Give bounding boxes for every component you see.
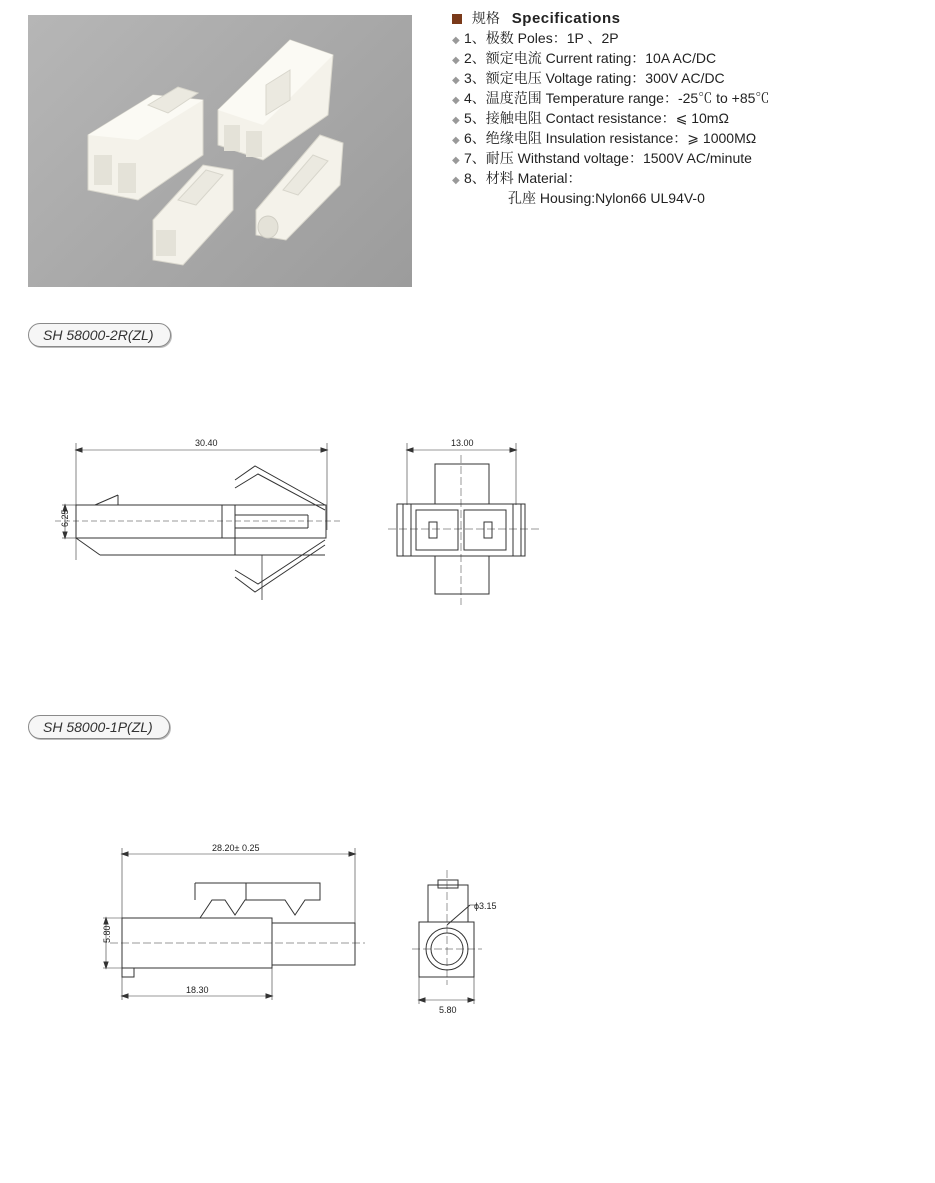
diamond-bullet-icon: ◆ xyxy=(452,35,460,46)
diamond-bullet-icon: ◆ xyxy=(452,175,460,186)
dim-1p-length: 28.20± 0.25 xyxy=(212,843,260,853)
spec-text: 6、绝缘电阻 Insulation resistance：⩾ 1000MΩ xyxy=(464,130,757,146)
drawing-2r-front-view xyxy=(388,443,540,605)
spec-text: 7、耐压 Withstand voltage：1500V AC/minute xyxy=(464,150,752,166)
spec-text: 2、额定电流 Current rating：10A AC/DC xyxy=(464,50,717,66)
drawing-1p-side-view xyxy=(103,848,365,1000)
dim-1p-diameter: ϕ3.15 xyxy=(474,901,497,911)
spec-material: 孔座 Housing:Nylon66 UL94V-0 xyxy=(508,190,705,206)
diamond-bullet-icon: ◆ xyxy=(452,75,460,86)
spec-text: 8、材料 Material： xyxy=(464,170,582,186)
dim-2r-length: 30.40 xyxy=(195,438,218,448)
model-label-2r: SH 58000-2R(ZL) xyxy=(28,323,171,347)
spec-text: 4、温度范围 Temperature range：-25℃ to +85℃ xyxy=(464,90,770,106)
dim-1p-height: 5.80 xyxy=(102,925,112,943)
drawing-2r-side-view xyxy=(55,443,340,600)
spec-title-cn: 规格 xyxy=(471,10,500,26)
diamond-bullet-icon: ◆ xyxy=(452,155,460,166)
drawing-1p-front-view xyxy=(412,870,482,1004)
dim-1p-width: 5.80 xyxy=(439,1005,457,1015)
dim-2r-width: 13.00 xyxy=(451,438,474,448)
model-label-1p: SH 58000-1P(ZL) xyxy=(28,715,170,739)
diamond-bullet-icon: ◆ xyxy=(452,135,460,146)
diamond-bullet-icon: ◆ xyxy=(452,115,460,126)
diamond-bullet-icon: ◆ xyxy=(452,95,460,106)
spec-text: 5、接触电阻 Contact resistance：⩽ 10mΩ xyxy=(464,110,729,126)
dim-1p-body: 18.30 xyxy=(186,985,209,995)
dim-2r-height: 6.25 xyxy=(60,509,70,527)
spec-text: 1、极数 Poles：1P 、2P xyxy=(464,30,619,46)
diamond-bullet-icon: ◆ xyxy=(452,55,460,66)
spec-title-en: Specifications xyxy=(511,10,621,27)
spec-text: 3、额定电压 Voltage rating：300V AC/DC xyxy=(464,70,725,86)
